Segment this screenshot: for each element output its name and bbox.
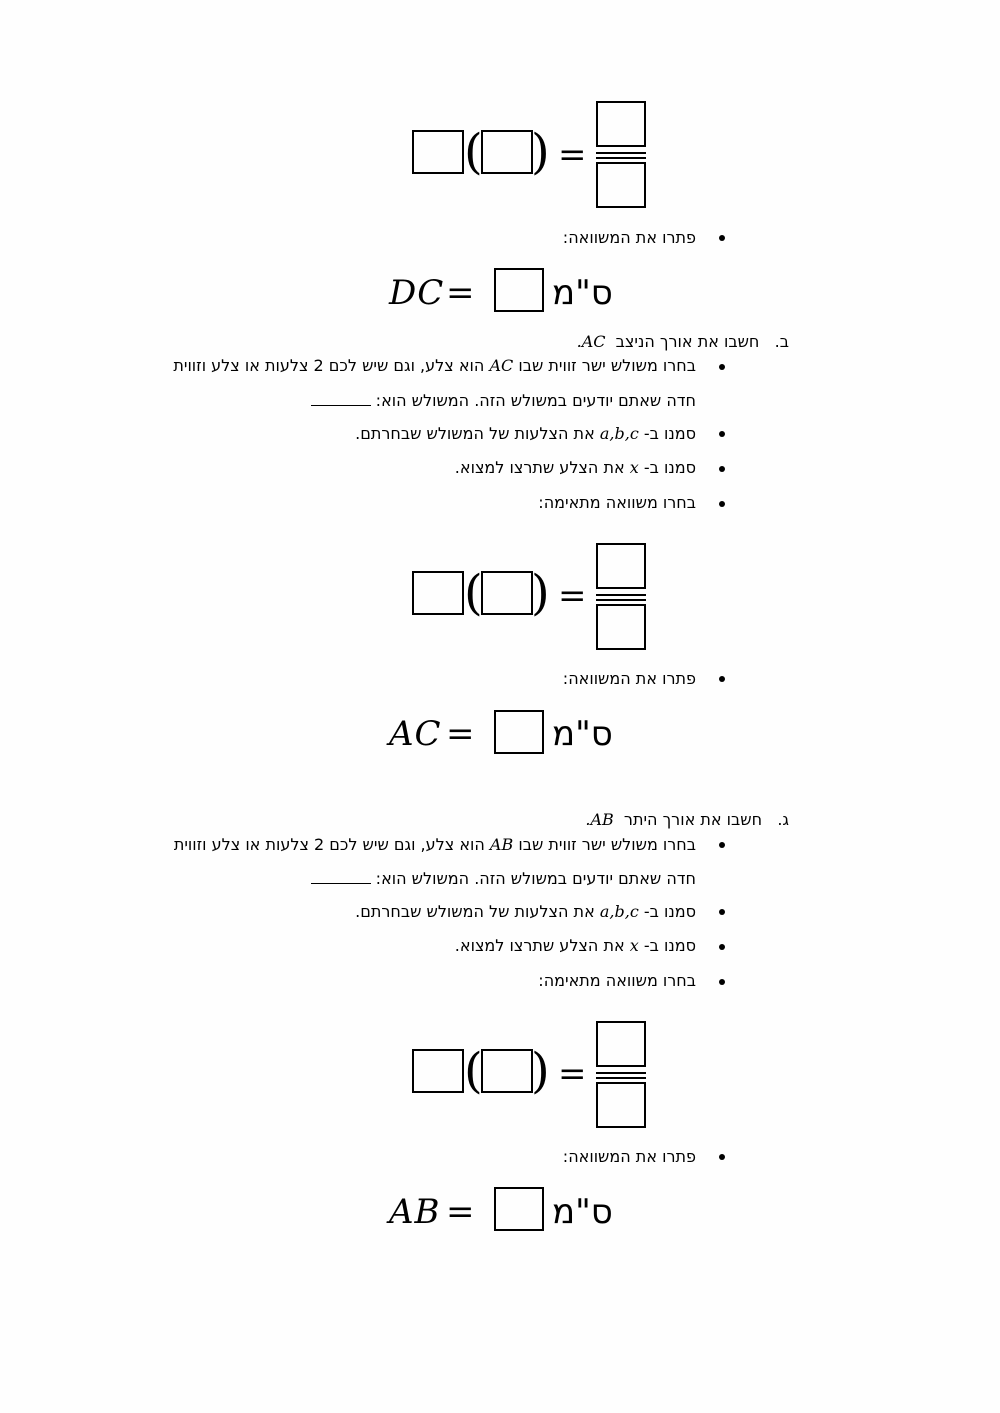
equals-sign: = — [558, 1054, 587, 1094]
equals-sign: = — [558, 576, 587, 616]
fraction-bar — [596, 152, 646, 154]
equals-sign: = — [558, 135, 587, 175]
angle-box[interactable] — [481, 130, 533, 174]
denominator-box[interactable] — [596, 162, 646, 208]
bullet-dot — [719, 501, 725, 507]
bullet-dot — [719, 364, 725, 370]
instruction-text: סמנו ב- — [643, 458, 696, 477]
instruction-text: סמנו ב- — [643, 902, 696, 921]
instruction-label-unknown — [455, 458, 696, 478]
side-variables: a,b,c — [599, 424, 639, 443]
section-title-text: חשבו את אורך היתר — [623, 810, 763, 829]
open-paren: ( — [464, 124, 483, 180]
section-b-title — [577, 332, 789, 352]
unit-label: ס"מ — [552, 714, 613, 754]
bullet-dot — [719, 431, 725, 437]
angle-box[interactable] — [481, 571, 533, 615]
unit-label: ס"מ — [552, 273, 613, 313]
instruction-text: הוא צלע, וגם שיש לכם 2 צלעות או צלע וזווית — [173, 835, 485, 854]
instruction-triangle-line2 — [307, 869, 696, 889]
answer-box[interactable] — [494, 268, 544, 312]
function-box[interactable] — [412, 571, 464, 615]
instruction-choose-triangle — [174, 835, 696, 855]
bullet-dot — [719, 909, 725, 915]
solve-label: פתרו את המשוואה: — [562, 1147, 696, 1166]
instruction-text: בחרו משולש ישר זווית שבו — [518, 835, 696, 854]
section-c-title — [585, 810, 789, 830]
result-variable: AB — [389, 1192, 441, 1232]
section-title-variable: AB. — [585, 810, 614, 829]
section-title-variable: AC. — [576, 332, 606, 351]
function-box[interactable] — [412, 1049, 464, 1093]
instruction-text: סמנו ב- — [643, 936, 696, 955]
open-paren: ( — [464, 565, 483, 621]
side-variable: AC — [489, 356, 514, 375]
instruction-choose-equation: בחרו משוואה מתאימה: — [538, 971, 696, 990]
numerator-box[interactable] — [596, 101, 646, 147]
solve-label: פתרו את המשוואה: — [562, 228, 696, 247]
instruction-text: סמנו ב- — [643, 424, 696, 443]
unknown-variable: x — [629, 458, 639, 477]
section-marker: ג. — [777, 810, 789, 829]
instruction-text: בחרו משולש ישר זווית שבו — [518, 356, 696, 375]
equals-sign: = — [446, 1192, 475, 1232]
section-marker: ב. — [774, 332, 789, 351]
instruction-text: את הצלע שתרצו למצוא. — [454, 936, 625, 955]
section-title-text: חשבו את אורך הניצב — [615, 332, 760, 351]
side-variables: a,b,c — [599, 902, 639, 921]
bullet-dot — [719, 842, 725, 848]
denominator-box[interactable] — [596, 1082, 646, 1128]
answer-blank[interactable] — [311, 405, 371, 406]
instruction-text: חדה שאתם יודעים במשולש הזה. המשולש הוא: — [375, 391, 696, 410]
solve-label: פתרו את המשוואה: — [562, 669, 696, 688]
instruction-triangle-line2 — [307, 391, 696, 411]
instruction-text: הוא צלע, וגם שיש לכם 2 צלעות או צלע וזווית — [173, 356, 485, 375]
bullet-dot — [719, 944, 725, 950]
bullet-dot — [719, 979, 725, 985]
numerator-box[interactable] — [596, 1021, 646, 1067]
instruction-label-unknown — [455, 936, 696, 956]
answer-box[interactable] — [494, 1187, 544, 1231]
fraction-bar — [596, 594, 646, 596]
fraction-bar — [596, 599, 646, 601]
close-paren: ) — [531, 1043, 550, 1099]
instruction-choose-triangle — [173, 356, 696, 376]
open-paren: ( — [464, 1043, 483, 1099]
answer-blank[interactable] — [311, 883, 371, 884]
fraction-bar — [596, 1077, 646, 1079]
side-variable: AB — [489, 835, 514, 854]
bullet-dot — [719, 1154, 725, 1160]
bullet-dot — [719, 676, 725, 682]
unknown-variable: x — [629, 936, 639, 955]
answer-box[interactable] — [494, 710, 544, 754]
instruction-label-sides — [355, 424, 696, 444]
bullet-dot — [719, 235, 725, 241]
function-box[interactable] — [412, 130, 464, 174]
result-variable: AC — [389, 714, 442, 754]
denominator-box[interactable] — [596, 604, 646, 650]
instruction-choose-equation: בחרו משוואה מתאימה: — [538, 493, 696, 512]
fraction-bar — [596, 1072, 646, 1074]
result-variable: DC — [389, 273, 445, 313]
equals-sign: = — [446, 714, 475, 754]
instruction-text: את הצלעות של המשולש שבחרתם. — [355, 424, 595, 443]
instruction-text: את הצלעות של המשולש שבחרתם. — [355, 902, 595, 921]
fraction-bar — [596, 157, 646, 159]
close-paren: ) — [531, 565, 550, 621]
equals-sign: = — [446, 273, 475, 313]
instruction-text: את הצלע שתרצו למצוא. — [454, 458, 625, 477]
unit-label: ס"מ — [552, 1192, 613, 1232]
close-paren: ) — [531, 124, 550, 180]
angle-box[interactable] — [481, 1049, 533, 1093]
numerator-box[interactable] — [596, 543, 646, 589]
instruction-text: חדה שאתם יודעים במשולש הזה. המשולש הוא: — [375, 869, 696, 888]
bullet-dot — [719, 466, 725, 472]
instruction-label-sides — [355, 902, 696, 922]
